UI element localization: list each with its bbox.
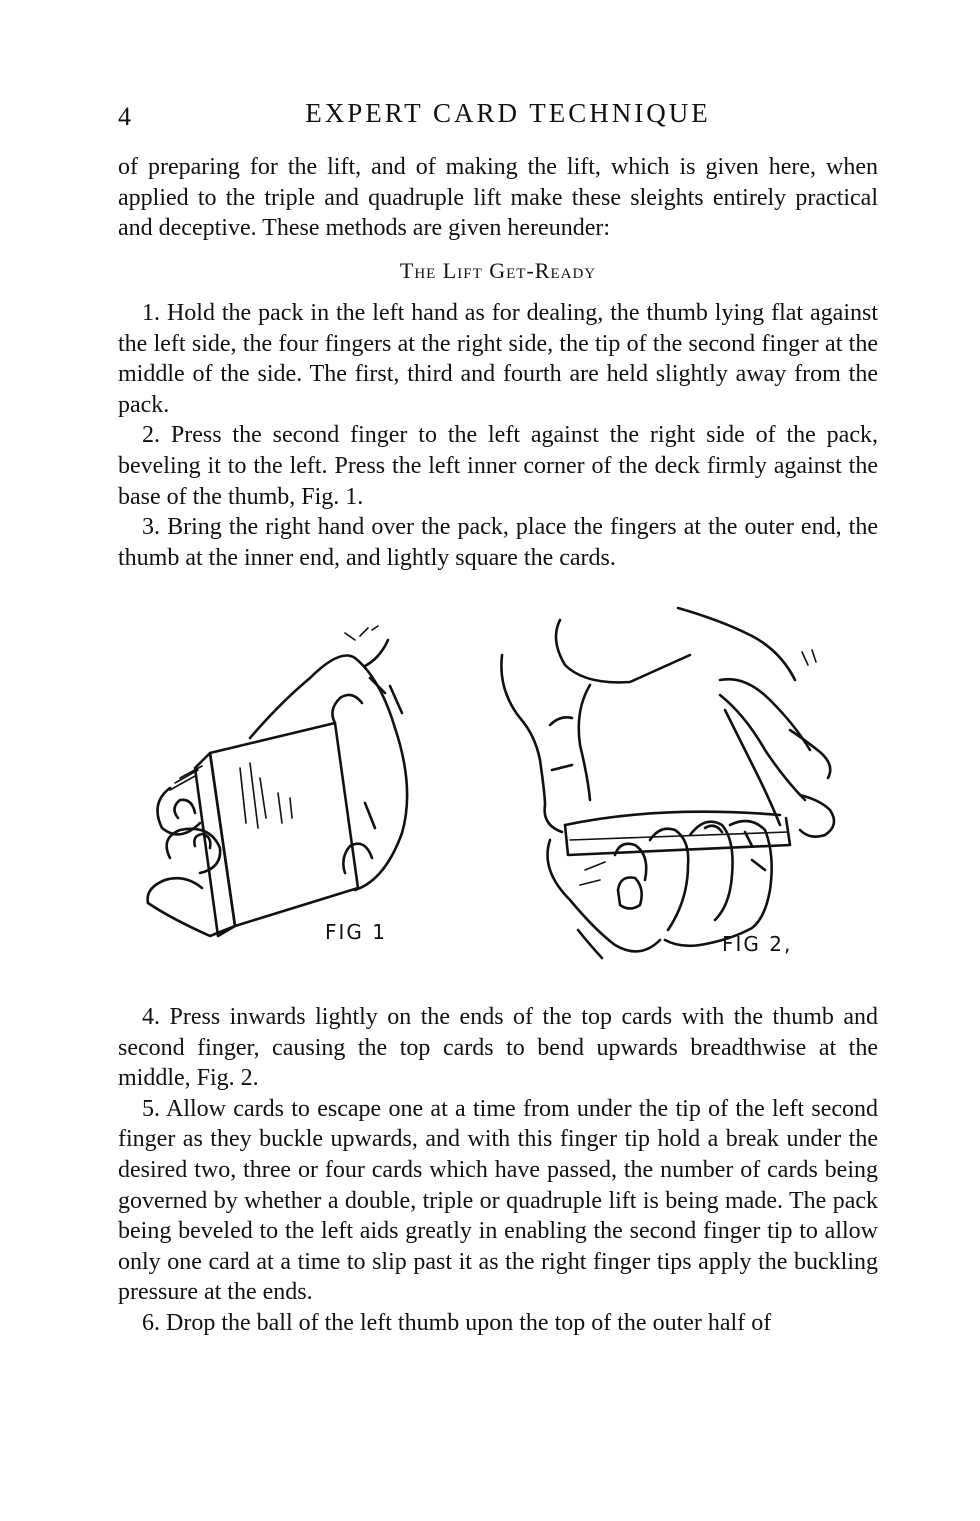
steps-before-figures bbox=[118, 298, 878, 573]
running-head: EXPERT CARD TECHNIQUE bbox=[305, 98, 711, 128]
steps-after-figures bbox=[118, 1002, 878, 1339]
step-3: 3. Bring the right hand over the pack, place the fingers at the outer end, the thumb at the inner end, and lightly square the cards. bbox=[118, 514, 878, 571]
step-4: 4. Press inwards lightly on the ends of the top cards with the thumb and second finger, causing the top cards to bend upwards breadthwise at the middle, Fig. 2. bbox=[118, 1004, 878, 1092]
step-6: 6. Drop the ball of the left thumb upon the top of the outer half of bbox=[142, 1309, 772, 1336]
intro-paragraph-block bbox=[118, 152, 878, 244]
intro-paragraph: of preparing for the lift, and of making the lift, which is given here, when applied to the triple and quadruple lift make these sleights entirely practical and deceptive. These methods are given hereunder: bbox=[118, 154, 878, 242]
figure-1-illustration bbox=[140, 618, 440, 958]
step-2: 2. Press the second finger to the left against the right side of the pack, beveling it to the left. Press the left inner corner of the deck firmly against the base of the thumb, Fig. 1. bbox=[118, 422, 878, 510]
figure-2-label: FIG 2, bbox=[722, 932, 793, 956]
figure-1-label: FIG 1 bbox=[325, 920, 387, 944]
left-hand-holding-pack-drawing bbox=[140, 618, 440, 958]
step-1: 1. Hold the pack in the left hand as for dealing, the thumb lying flat against the left side, the four fingers at the right side, the tip of the second finger at the middle of the side. The first, third and fourth are held slightly away from the pack. bbox=[118, 300, 878, 418]
figure-2-illustration bbox=[490, 600, 860, 970]
right-hand-buckling-cards-drawing bbox=[490, 600, 860, 970]
section-title: The Lift Get-Ready bbox=[399, 258, 597, 283]
step-5: 5. Allow cards to escape one at a time from under the tip of the left second finger as they buckle upwards, and with this finger tip hold a break under the desired two, three or four cards which have passed, the number of cards being governed by whether a double, triple or quadruple lift is being made. The pack being beveled to the left aids greatly in enabling the second finger tip to allow only one card at a time to slip past it as the right finger tips apply the buckling pressure at the ends. bbox=[118, 1095, 878, 1306]
page-number: 4 bbox=[118, 102, 131, 131]
page-header bbox=[118, 98, 878, 138]
